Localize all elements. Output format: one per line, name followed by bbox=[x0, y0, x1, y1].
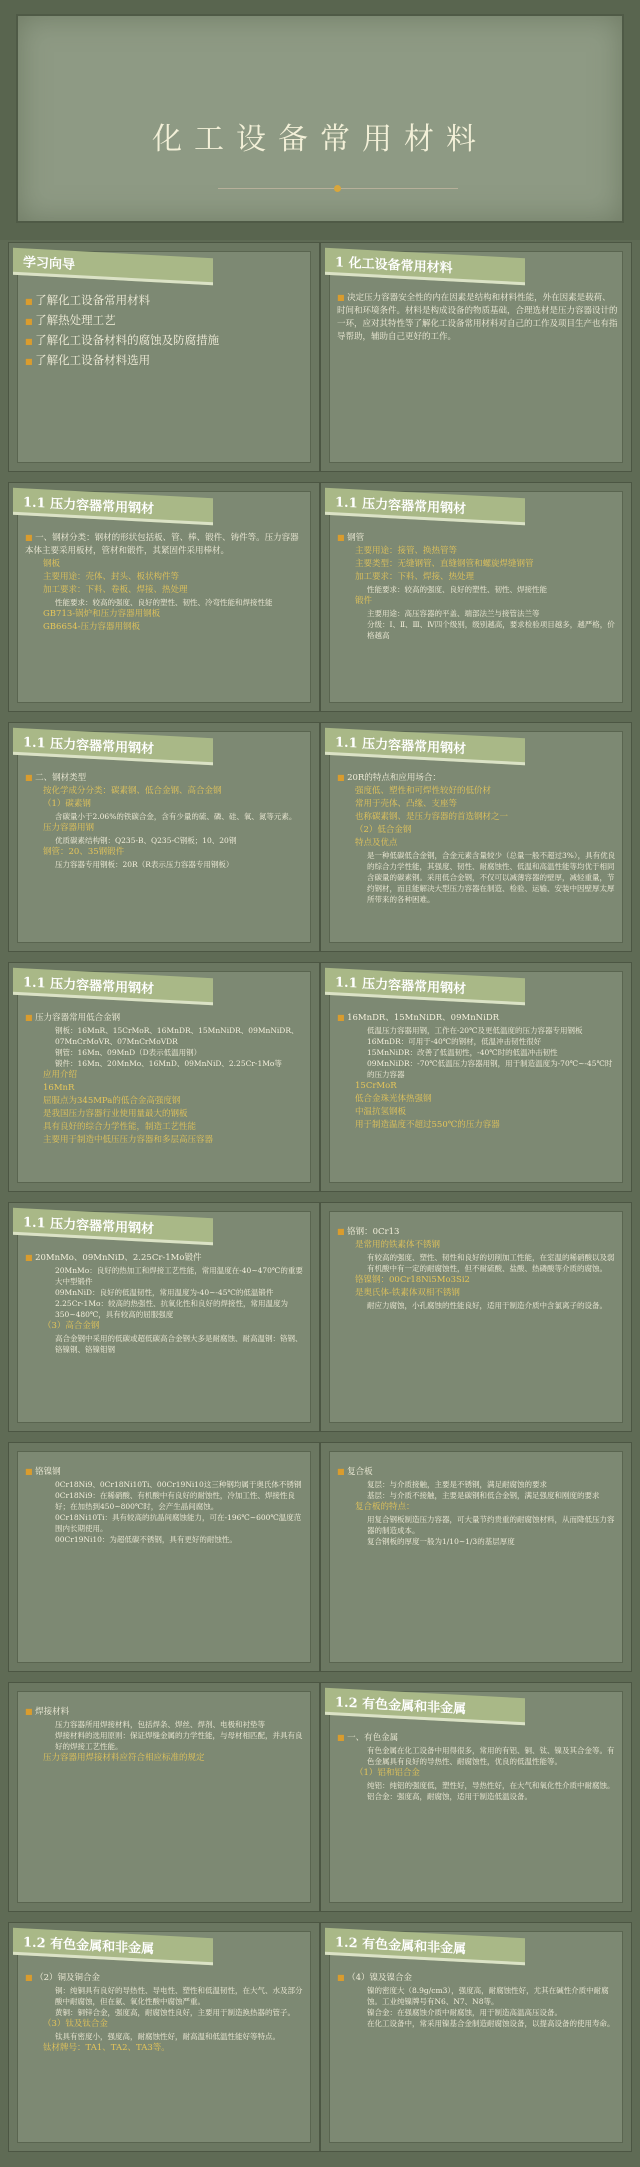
slide-line: 主要类型：无缝钢管、直缝钢管和螺旋焊缝钢管 bbox=[355, 559, 534, 569]
slide-8 bbox=[320, 962, 632, 1192]
slide-line: 有较高的强度、塑性、韧性和良好的切削加工性能，在室温的稀硝酸以及弱有机酸中有一定的耐腐蚀性，但不耐硫酸、盐酸、热磷酸等介质的腐蚀。 bbox=[367, 1253, 615, 1273]
slide-line: 加工要求：下料、卷板、焊接、热处理 bbox=[43, 585, 188, 595]
slide-line: 铬镍钢：00Cr18Ni5Mo3Si2 bbox=[355, 1275, 470, 1285]
slide-line: GB6654-压力容器用钢板 bbox=[43, 622, 141, 632]
slide-line: 按化学成分分类：碳素钢、低合金钢、高合金钢 bbox=[43, 786, 222, 796]
slide-line: ■ 一、有色金属 bbox=[337, 1731, 619, 1745]
page-title: 化工设备常用材料 bbox=[152, 122, 488, 157]
title-slide bbox=[0, 0, 640, 240]
slide-line: 应用介绍 bbox=[43, 1070, 78, 1080]
slide-body bbox=[25, 771, 307, 870]
slide-line: 铝合金：强度高，耐腐蚀，适用于制造低温设备。 bbox=[367, 1792, 532, 1801]
slide-line: 0Cr18Ni9、0Cr18Ni10Ti、00Cr19Ni10这三种钢均属于奥氏体不锈钢 bbox=[55, 1480, 302, 1489]
slide-line: （3）高合金钢 bbox=[43, 1321, 100, 1331]
slide-line: ■ 焊接材料 bbox=[25, 1705, 307, 1719]
slide-line: 是一种低碳低合金钢，合金元素含量较少（总量一般不超过3%），具有优良的综合力学性能，其强度、韧性、耐腐蚀性、低温和高温性能等均优于相同含碳量的碳素钢。采用低合金钢，不仅可以减薄容器的壁厚，减轻重量，节约钢材，而且能解决大型压力容器在制造、检验、运输、安装中因壁厚太厚所带来的各种困难。 bbox=[367, 851, 616, 904]
slide-line: 主要用途：接管、换热管等 bbox=[355, 546, 458, 556]
slide-line: 有色金属在化工设备中用得很多，常用的有铝、铜、钛、镍及其合金等。有色金属具有良好的导热性、耐腐蚀性，优良的低温性能等。 bbox=[367, 1746, 615, 1766]
slide-line: 压力容器所用焊接材料，包括焊条、焊丝、焊剂、电极和衬垫等 bbox=[55, 1720, 265, 1729]
slide-body bbox=[25, 1251, 307, 1355]
slide-line: 优质碳素结构钢：Q235-B、Q235-C钢板；10、20钢 bbox=[55, 836, 237, 845]
slide-body bbox=[337, 291, 619, 344]
slide-line: 主要用途：高压容器的平盖、端部法兰与接管法兰等 bbox=[367, 609, 540, 618]
slide-line: 纯铝：纯铝的强度低，塑性好，导热性好，在大气和氧化性介质中耐腐蚀。 bbox=[367, 1781, 615, 1790]
slide-body bbox=[25, 1011, 307, 1147]
slide-line: ■ 压力容器常用低合金钢 bbox=[25, 1011, 307, 1025]
slide-body bbox=[25, 291, 307, 371]
slide-line: 09MnNiDR：-70℃低温压力容器用钢，用于制造温度为-70℃~-45℃时的压力容器 bbox=[367, 1059, 613, 1079]
slide-heading: 1.2 有色金属和非金属 bbox=[335, 1695, 467, 1718]
slide-line: 压力容器专用钢板：20R（R表示压力容器专用钢板） bbox=[55, 860, 234, 869]
slide-6 bbox=[320, 722, 632, 952]
slide-10 bbox=[320, 1202, 632, 1432]
slide-line: 在化工设备中，常采用镍基合金制造耐腐蚀设备，以提高设备的使用寿命。 bbox=[367, 2019, 615, 2028]
slide-body bbox=[25, 531, 307, 634]
title-panel bbox=[16, 14, 624, 223]
slide-line: （3）钛及钛合金 bbox=[43, 2019, 108, 2029]
slide-line: 0Cr18Ni9：在稀硝酸、有机酸中有良好的耐蚀性，冷加工性、焊接性良好；在加热到450~800℃时，会产生晶间腐蚀。 bbox=[55, 1491, 295, 1511]
slide-line: ■ 复合板 bbox=[337, 1465, 619, 1479]
slide-line: 0Cr18Ni10Ti：具有较高的抗晶间腐蚀能力，可在-196℃~600℃温度范围内长期使用。 bbox=[55, 1513, 302, 1533]
slide-heading: 1 化工设备常用材料 bbox=[335, 255, 453, 277]
slide-line: 是常用的铁素体不锈钢 bbox=[355, 1240, 441, 1250]
slide-line: （1）碳素钢 bbox=[43, 799, 91, 809]
slide-line: （1）铝和铝合金 bbox=[355, 1768, 420, 1778]
title-dot-icon bbox=[334, 185, 341, 192]
slide-line: 低温压力容器用钢，工作在-20℃及更低温度的压力容器专用钢板 bbox=[367, 1026, 583, 1035]
slide-line: 复层：与介质接触，主要是不锈钢，满足耐腐蚀的要求 bbox=[367, 1480, 547, 1489]
slide-heading: 1.1 压力容器常用钢材 bbox=[335, 975, 467, 998]
slide-line: 具有良好的综合力学性能，制造工艺性能 bbox=[43, 1122, 197, 1132]
slide-12 bbox=[320, 1442, 632, 1672]
slide-line: 镍合金：在强腐蚀介质中耐腐蚀，用于制造高温高压设备。 bbox=[367, 2008, 562, 2017]
slide-line: 特点及优点 bbox=[355, 838, 398, 848]
slide-line: 低合金珠光体热强钢 bbox=[355, 1094, 432, 1104]
slide-line: 镍的密度大（8.9g/cm3），强度高，耐腐蚀性好，尤其在碱性介质中耐腐蚀。工业纯镍牌号有N6、N7、N8等。 bbox=[367, 1986, 609, 2006]
slide-line: 铜：纯铜具有良好的导热性、导电性、塑性和低温韧性，在大气、水及部分酸中耐腐蚀，但在氨、氧化性酸中腐蚀严重。 bbox=[55, 1986, 303, 2006]
slide-line: 压力容器用焊接材料应符合相应标准的规定 bbox=[43, 1753, 205, 1763]
slide-line: 复合板的特点： bbox=[355, 1502, 415, 1512]
slide-body bbox=[337, 1731, 619, 1802]
slide-line: ■ 了解化工设备材料选用 bbox=[25, 351, 307, 371]
slide-line: 主要用途：壳体、封头、板状构件等 bbox=[43, 572, 180, 582]
slide-line: ■ 了解热处理工艺 bbox=[25, 311, 307, 331]
slide-line: ■ 决定压力容器安全性的内在因素是结构和材料性能，外在因素是载荷、时间和环境条件。材料是构成设备的物质基础，合理选材是压力容器设计的一环，应对其特性等了解化工设备常用材料对自己的工作及项目生产也有指导帮助，辅助自己更好的工作。 bbox=[337, 291, 619, 344]
slide-line: ■ 一、钢材分类：钢材的形状包括板、管、棒、锻件、铸件等。压力容器本体主要采用板材，管材和锻件，其紧固件采用棒材。 bbox=[25, 531, 307, 558]
slide-2 bbox=[320, 242, 632, 472]
slide-9 bbox=[8, 1202, 320, 1432]
slide-line: 常用于壳体、凸缘、支座等 bbox=[355, 799, 458, 809]
slide-heading: 1.1 压力容器常用钢材 bbox=[23, 975, 155, 998]
slide-3 bbox=[8, 482, 320, 712]
slide-line: 15CrMoR bbox=[355, 1081, 397, 1091]
slide-line: ■ 二、钢材类型 bbox=[25, 771, 307, 785]
slide-line: 用于制造温度不超过550℃的压力容器 bbox=[355, 1120, 500, 1130]
slide-line: 2.25Cr-1Mo：较高的热强性、抗氧化性和良好的焊接性，常用温度为350~480℃，具有较高的屈服强度 bbox=[55, 1299, 289, 1319]
slide-heading: 1.2 有色金属和非金属 bbox=[23, 1935, 155, 1958]
slide-line: GB713-锅炉和压力容器用钢板 bbox=[43, 609, 161, 619]
slide-line: 主要用于制造中低压压力容器和多层高压容器 bbox=[43, 1135, 214, 1145]
slide-line: （2）低合金钢 bbox=[355, 825, 412, 835]
slide-line: 性能要求：较高的强度、良好的塑性、韧性、焊接性能 bbox=[367, 585, 547, 594]
slide-line: 基层：与介质不接触，主要是碳钢和低合金钢，满足强度和刚度的要求 bbox=[367, 1491, 600, 1500]
slide-11 bbox=[8, 1442, 320, 1672]
slide-line: 锻件 bbox=[355, 596, 373, 606]
slide-line: ■ 钢管 bbox=[337, 531, 619, 545]
slide-line: 分级：Ⅰ、Ⅱ、Ⅲ、Ⅳ四个级别，级别越高，要求检验项目越多，越严格，价格越高 bbox=[367, 620, 615, 640]
slide-line: 耐应力腐蚀，小孔腐蚀的性能良好，适用于制造介质中含氯离子的设备。 bbox=[367, 1301, 607, 1310]
slide-background bbox=[329, 251, 623, 463]
slide-heading: 1.2 有色金属和非金属 bbox=[335, 1935, 467, 1958]
slide-body bbox=[25, 1705, 307, 1765]
slide-body bbox=[25, 1971, 307, 2055]
slide-line: 含碳量小于2.06%的铁碳合金，含有少量的硫、磷、硅、氧、氮等元素。 bbox=[55, 812, 297, 821]
slide-line: 钢管：20、35钢锻件 bbox=[43, 847, 125, 857]
slide-line: 钛具有密度小，强度高，耐腐蚀性好，耐高温和低温性能好等特点。 bbox=[55, 2032, 280, 2041]
slide-line: ■ （2）铜及铜合金 bbox=[25, 1971, 307, 1985]
slide-line: 钛材牌号：TA1、TA2、TA3等。 bbox=[43, 2043, 170, 2053]
slide-line: 16MnR bbox=[43, 1083, 75, 1093]
slide-line: 屈服点为345MPa的低合金高强度钢 bbox=[43, 1096, 181, 1106]
slide-line: ■ 20MnMo、09MnNiD、2.25Cr-1Mo锻件 bbox=[25, 1251, 307, 1265]
slide-1 bbox=[8, 242, 320, 472]
slide-body bbox=[25, 1465, 307, 1545]
slide-line: ■ 铬钢：0Cr13 bbox=[337, 1225, 619, 1239]
slide-heading: 1.1 压力容器常用钢材 bbox=[23, 1215, 155, 1238]
slide-body bbox=[337, 531, 619, 641]
slide-line: 黄铜：铜锌合金，强度高，耐腐蚀性良好，主要用于制造换热器的管子。 bbox=[55, 2008, 295, 2017]
slide-line: 09MnNiD：良好的低温韧性，常用温度为-40~-45℃的低温锻件 bbox=[55, 1288, 274, 1297]
slide-13 bbox=[8, 1682, 320, 1912]
slide-background bbox=[329, 1931, 623, 2143]
slide-5 bbox=[8, 722, 320, 952]
slide-heading: 1.1 压力容器常用钢材 bbox=[335, 735, 467, 758]
slide-line: 性能要求：较高的强度、良好的塑性、韧性、冷弯性能和焊接性能 bbox=[55, 598, 273, 607]
slide-line: ■ 了解化工设备常用材料 bbox=[25, 291, 307, 311]
slide-line: 20MnMo：良好的热加工和焊接工艺性能，常用温度在-40~470℃的重要大中型锻件 bbox=[55, 1266, 303, 1286]
slide-line: 中温抗氢钢板 bbox=[355, 1107, 407, 1117]
slide-body bbox=[337, 1465, 619, 1547]
slide-line: 压力容器用钢 bbox=[43, 823, 95, 833]
slide-14 bbox=[320, 1682, 632, 1912]
slide-heading: 学习向导 bbox=[23, 255, 76, 274]
slide-line: 焊接材料的选用原则：保证焊缝金属的力学性能，与母材相匹配，并具有良好的焊接工艺性能。 bbox=[55, 1731, 303, 1751]
slide-heading: 1.1 压力容器常用钢材 bbox=[23, 495, 155, 518]
slide-line: 复合钢板的厚度一般为1/10~1/3的基层厚度 bbox=[367, 1537, 515, 1546]
slide-line: 15MnNiDR：改善了低温韧性，-40℃时的低温冲击韧性 bbox=[367, 1048, 558, 1057]
slide-line: 钢板 bbox=[43, 559, 61, 569]
slide-line: 也称碳素钢、是压力容器的首选钢材之一 bbox=[355, 812, 509, 822]
slide-16 bbox=[320, 1922, 632, 2152]
slide-line: ■ 了解化工设备材料的腐蚀及防腐措施 bbox=[25, 331, 307, 351]
slide-body bbox=[337, 771, 619, 905]
slide-body bbox=[337, 1971, 619, 2029]
slide-line: 16MnDR：可用于-40℃的钢材，低温冲击韧性很好 bbox=[367, 1037, 542, 1046]
slide-line: ■ 16MnDR、15MnNiDR、09MnNiDR bbox=[337, 1011, 619, 1025]
slide-line: ■ 20R的特点和应用场合： bbox=[337, 771, 619, 785]
slide-4 bbox=[320, 482, 632, 712]
slide-line: 强度低、塑性和可焊性较好的低价材 bbox=[355, 786, 492, 796]
slide-line: 锻件：16Mn、20MnMo、16MnD、09MnNiD、2.25Cr-1Mo等 bbox=[55, 1059, 282, 1068]
slide-15 bbox=[8, 1922, 320, 2152]
slide-heading: 1.1 压力容器常用钢材 bbox=[23, 735, 155, 758]
slide-line: 钢管：16Mn、09MnD（D表示低温用钢） bbox=[55, 1048, 202, 1057]
slide-line: 用复合钢板制造压力容器，可大量节约贵重的耐腐蚀材料，从而降低压力容器的制造成本。 bbox=[367, 1515, 615, 1535]
slide-line: ■ 铬镍钢 bbox=[25, 1465, 307, 1479]
slide-7 bbox=[8, 962, 320, 1192]
slide-heading: 1.1 压力容器常用钢材 bbox=[335, 495, 467, 518]
slide-line: 加工要求：下料、焊接、热处理 bbox=[355, 572, 475, 582]
slide-line: 是奥氏体-铁素体双相不锈钢 bbox=[355, 1288, 460, 1298]
slide-line: 00Cr19Ni10：为超低碳不锈钢，具有更好的耐蚀性。 bbox=[55, 1535, 237, 1544]
slide-line: 是我国压力容器行业使用量最大的钢板 bbox=[43, 1109, 188, 1119]
slide-body bbox=[337, 1225, 619, 1311]
slide-line: ■ （4）镍及镍合金 bbox=[337, 1971, 619, 1985]
slide-body bbox=[337, 1011, 619, 1132]
slide-line: 高合金钢中采用的低碳或超低碳高合金钢大多是耐腐蚀、耐高温钢：铬钢、铬镍钢、铬镍钼钢 bbox=[55, 1334, 303, 1354]
slide-line: 钢板：16MnR、15CrMoR、16MnDR、15MnNiDR、09MnNiDR、07MnCrMoVR、07MnCrMoVDR bbox=[55, 1026, 299, 1046]
